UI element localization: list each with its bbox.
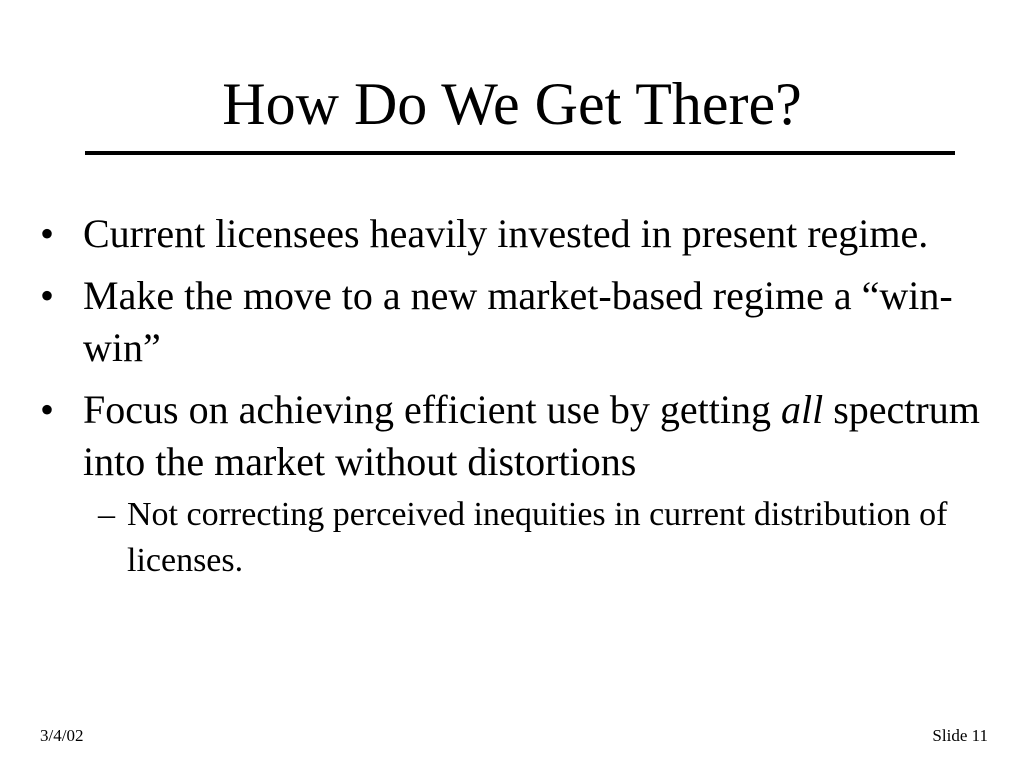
- bullet-text-part: Focus on achieving efficient use by getting: [83, 387, 781, 432]
- sub-bullet-marker: –: [98, 496, 115, 533]
- sub-bullet-item: [40, 492, 990, 584]
- bullet-marker: •: [40, 387, 55, 432]
- title-underline: [85, 151, 955, 155]
- bullet-text: Make the move to a new market-based regime a “win-win”: [83, 273, 953, 370]
- footer-date: 3/4/02: [40, 726, 84, 745]
- bullet-item: [40, 208, 990, 260]
- sub-bullet-text: Not correcting perceived inequities in current distribution of licenses.: [127, 496, 948, 579]
- slide-body: [40, 208, 990, 584]
- footer-slide-number: Slide 11: [932, 726, 988, 745]
- bullet-item: [40, 270, 990, 374]
- bullet-text-part: spectrum into the market without distortions: [83, 387, 980, 484]
- slide-title: How Do We Get There?: [222, 71, 802, 137]
- bullet-item: [40, 384, 990, 488]
- bullet-text-emphasis: all: [781, 387, 824, 432]
- bullet-text: Current licensees heavily invested in present regime.: [83, 211, 929, 256]
- bullet-marker: •: [40, 211, 55, 256]
- bullet-marker: •: [40, 273, 55, 318]
